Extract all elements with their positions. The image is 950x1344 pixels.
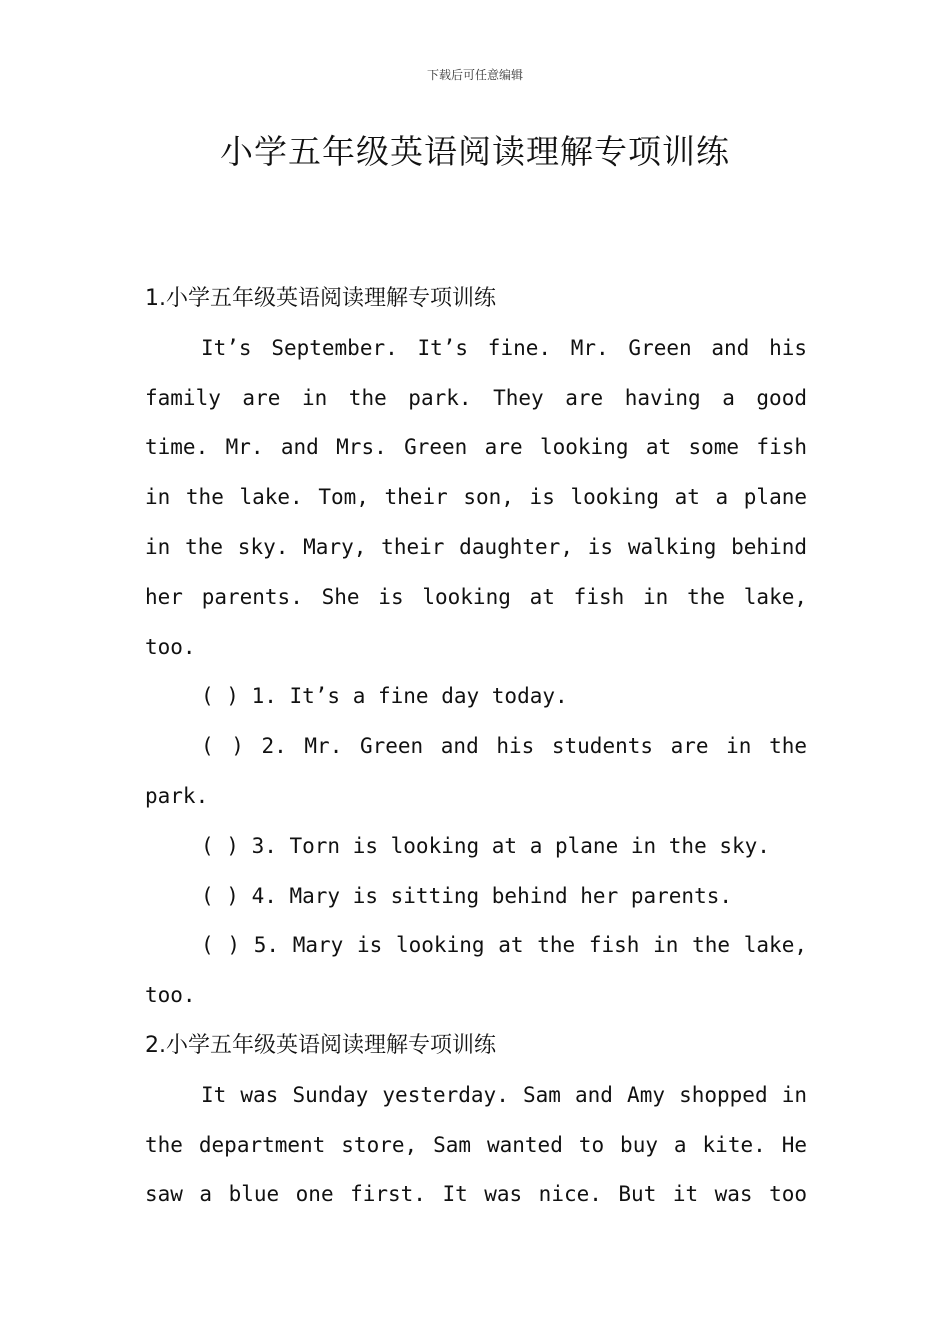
question-2-continued: park.	[145, 783, 209, 808]
passage-1-line: family are in the park. They are having a good	[145, 385, 807, 410]
passage-1-line: in the sky. Mary, their daughter, is walking behind	[145, 534, 807, 559]
passage-2-line: It was Sunday yesterday. Sam and Amy shopped in	[201, 1082, 807, 1107]
question-5: ( ) 5. Mary is looking at the fish in the lake,	[201, 933, 807, 958]
section-heading-1: 1.小学五年级英语阅读理解专项训练	[145, 286, 496, 311]
document-body	[145, 274, 807, 1220]
question-4: ( ) 4. Mary is sitting behind her parents.	[201, 883, 733, 908]
passage-1-line: her parents. She is looking at fish in the lake,	[145, 584, 807, 609]
question-3: ( ) 3. Torn is looking at a plane in the sky.	[201, 833, 770, 858]
question-5-continued: too.	[145, 983, 196, 1008]
header-note: 下载后可任意编辑	[426, 68, 523, 82]
passage-1-line: in the lake. Tom, their son, is looking at a plane	[145, 485, 807, 510]
passage-1-line: time. Mr. and Mrs. Green are looking at some fish	[145, 435, 807, 460]
question-1: ( ) 1. It’s a fine day today.	[201, 684, 568, 709]
document-title: 小学五年级英语阅读理解专项训练	[220, 132, 730, 171]
passage-1-line: too.	[145, 634, 196, 659]
passage-2-line: saw a blue one first. It was nice. But it was too	[145, 1182, 807, 1207]
section-heading-2: 2.小学五年级英语阅读理解专项训练	[145, 1032, 496, 1058]
passage-1-line: It’s September. It’s fine. Mr. Green and his	[201, 335, 807, 360]
passage-2-line: the department store, Sam wanted to buy a kite. He	[145, 1132, 807, 1157]
question-2: ( ) 2. Mr. Green and his students are in the	[201, 734, 807, 759]
